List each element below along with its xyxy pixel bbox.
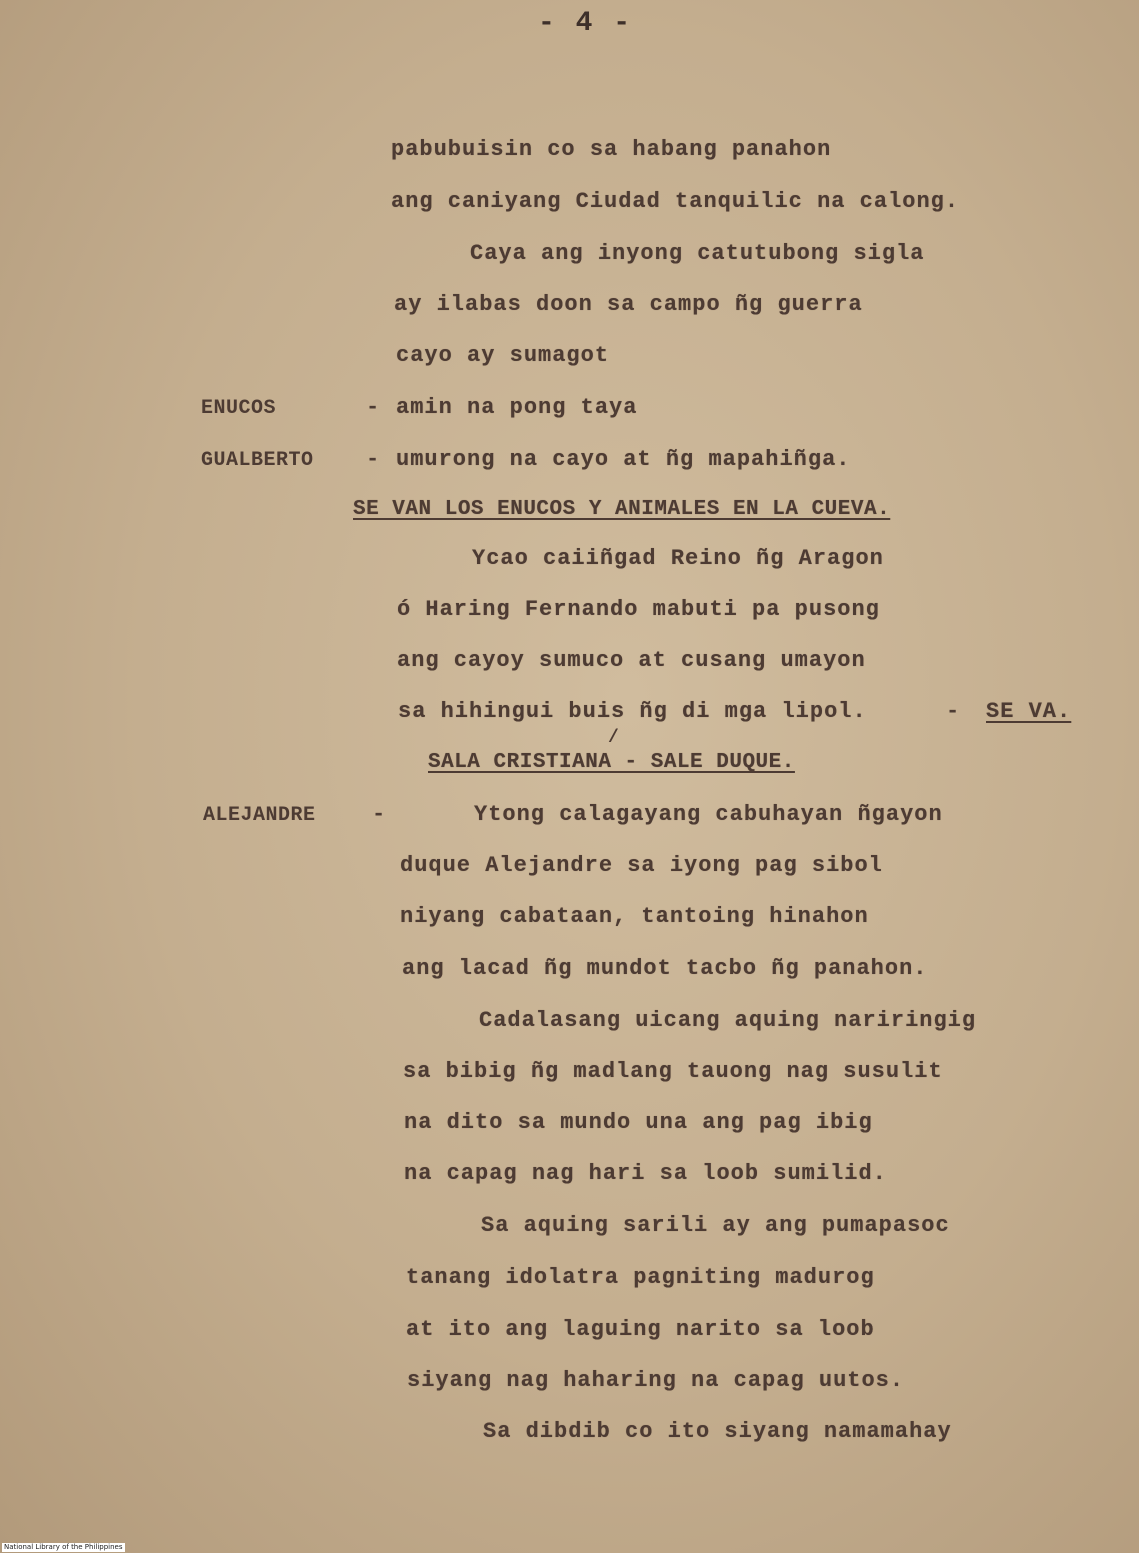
verse-line: na capag nag hari sa loob sumilid. [404,1161,887,1186]
speaker-enucos: ENUCOS [201,397,277,420]
verse-line: ang lacad ñg mundot tacbo ñg panahon. [402,956,928,981]
verse-line: sa bibig ñg madlang tauong nag susulit [403,1059,943,1084]
verse-line: siyang nag haharing na capag uutos. [407,1368,905,1393]
stage-direction: SE VAN LOS ENUCOS Y ANIMALES EN LA CUEVA. [353,498,891,521]
dialogue-line: Ytong calagayang cabuhayan ñgayon [474,802,943,827]
verse-line: na dito sa mundo una ang pag ibig [404,1110,873,1135]
verse-line: ay ilabas doon sa campo ñg guerra [394,292,863,317]
verse-line: ó Haring Fernando mabuti pa pusong [397,597,880,622]
verse-line: Caya ang inyong catutubong sigla [470,241,925,266]
stage-dash: - [946,699,960,724]
verse-line: niyang cabataan, tantoing hinahon [400,904,869,929]
accent-mark: / [608,728,619,748]
verse-line: tanang idolatra pagniting madurog [406,1265,875,1290]
verse-line: ang caniyang Ciudad tanquilic na calong. [391,189,960,214]
verse-line: sa hihingui buis ñg di mga lipol. [398,699,867,724]
speaker-dash: - [366,395,380,420]
verse-line: duque Alejandre sa iyong pag sibol [400,853,883,878]
library-credit: National Library of the Philippines [4,1543,123,1551]
speaker-dash: - [372,802,386,827]
speaker-gualberto: GUALBERTO [201,449,314,472]
verse-line: cayo ay sumagot [396,343,610,368]
verse-line: ang cayoy sumuco at cusang umayon [397,648,866,673]
verse-line: Cadalasang uicang aquing nariringig [479,1008,977,1033]
page-number: - 4 - [538,8,633,39]
verse-line: Sa aquing sarili ay ang pumapasoc [481,1213,950,1238]
verse-line: Sa dibdib co ito siyang namamahay [483,1419,952,1444]
stage-direction: SE VA. [986,699,1072,724]
verse-line: pabubuisin co sa habang panahon [391,137,832,162]
dialogue-line: amin na pong taya [396,395,638,420]
verse-line: at ito ang laguing narito sa loob [406,1317,875,1342]
speaker-alejandre: ALEJANDRE [203,804,316,827]
stage-direction: SALA CRISTIANA - SALE DUQUE. [428,751,795,774]
verse-line: Ycao caiiñgad Reino ñg Aragon [472,546,884,571]
speaker-dash: - [366,447,380,472]
dialogue-line: umurong na cayo at ñg mapahiñga. [396,447,851,472]
